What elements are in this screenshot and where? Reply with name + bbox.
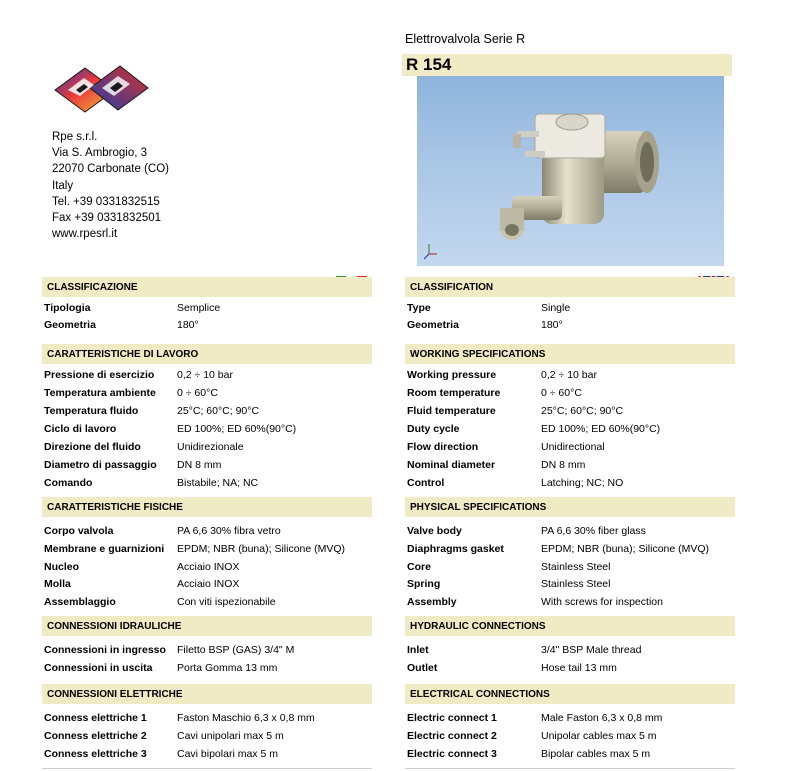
spec-label: Assembly <box>407 596 457 608</box>
spec-label: Membrane e guarnizioni <box>44 543 165 555</box>
spec-label: Temperatura fluido <box>44 405 139 417</box>
spec-label: Diaphragms gasket <box>407 543 504 555</box>
section-header: CONNESSIONI IDRAULICHE <box>42 616 372 636</box>
valve-render <box>417 76 724 266</box>
spec-value: With screws for inspection <box>541 596 663 608</box>
company-tel: Tel. +39 0331832515 <box>52 195 160 208</box>
spec-value: Male Faston 6,3 x 0,8 mm <box>541 712 663 724</box>
company-website: www.rpesrl.it <box>52 228 118 241</box>
spec-label: Direzione del fluido <box>44 441 141 453</box>
spec-value: DN 8 mm <box>177 459 222 471</box>
company-fax: Fax +39 0331832501 <box>52 212 162 225</box>
spec-value: Unidirezionale <box>177 441 244 453</box>
section-header: CONNESSIONI ELETTRICHE <box>42 684 372 704</box>
spec-label: Room temperature <box>407 387 501 399</box>
section-header: CLASSIFICAZIONE <box>42 277 372 297</box>
spec-value: EPDM; NBR (buna); Silicone (MVQ) <box>177 543 346 555</box>
spec-label: Corpo valvola <box>44 525 114 537</box>
company-address <box>52 129 169 242</box>
spec-label: Nominal diameter <box>407 459 496 471</box>
spec-value: 180° <box>541 319 563 331</box>
company-street: Via S. Ambrogio, 3 <box>52 147 148 160</box>
spec-value: PA 6,6 30% fibra vetro <box>177 525 281 537</box>
spec-value: DN 8 mm <box>541 459 586 471</box>
spec-label: Diametro di passaggio <box>44 459 157 471</box>
spec-value: Latching; NC; NO <box>541 477 624 489</box>
spec-value: 0 ÷ 60°C <box>177 387 218 399</box>
spec-label: Tipologia <box>44 302 91 314</box>
section-header: CARATTERISTICHE FISICHE <box>42 497 372 517</box>
spec-label: Geometria <box>407 319 459 331</box>
spec-value: Unidirectional <box>541 441 605 453</box>
spec-value: Acciaio INOX <box>177 578 240 590</box>
spec-value: 25°C; 60°C; 90°C <box>541 405 624 417</box>
spec-value: Single <box>541 302 571 314</box>
spec-value: PA 6,6 30% fiber glass <box>541 525 646 537</box>
spec-label: Comando <box>44 477 93 489</box>
section-header: HYDRAULIC CONNECTIONS <box>405 616 735 636</box>
spec-value: Bistabile; NA; NC <box>177 477 259 489</box>
spec-value: ED 100%; ED 60%(90°C) <box>541 423 661 435</box>
spec-label: Spring <box>407 578 441 590</box>
spec-label: Valve body <box>407 525 462 537</box>
product-series: Elettrovalvola Serie R <box>405 32 526 46</box>
spec-value: 0,2 ÷ 10 bar <box>177 369 233 381</box>
company-name: Rpe s.r.l. <box>52 131 98 143</box>
spec-label: Duty cycle <box>407 423 460 435</box>
spec-value: Stainless Steel <box>541 561 611 573</box>
spec-label: Connessioni in uscita <box>44 662 153 674</box>
product-model: R 154 <box>406 55 452 74</box>
spec-label: Electric connect 2 <box>407 730 497 742</box>
spec-value: 0 ÷ 60°C <box>541 387 582 399</box>
spec-label: Ciclo di lavoro <box>44 423 117 435</box>
spec-value: Stainless Steel <box>541 578 611 590</box>
spec-value: Cavi unipolari max 5 m <box>177 730 284 742</box>
spec-label: Control <box>407 477 445 489</box>
spec-label: Nucleo <box>44 561 80 573</box>
spec-label: Flow direction <box>407 441 479 453</box>
model-bar <box>402 54 732 76</box>
company-city: 22070 Carbonate (CO) <box>52 163 169 176</box>
spec-label: Fluid temperature <box>407 405 496 417</box>
spec-label: Pressione di esercizio <box>44 369 155 381</box>
spec-label: Outlet <box>407 662 438 674</box>
spec-value: Hose tail 13 mm <box>541 662 617 674</box>
spec-value: 3/4" BSP Male thread <box>541 644 642 656</box>
spec-label: Conness elettriche 1 <box>44 712 147 724</box>
spec-label: Temperatura ambiente <box>44 387 156 399</box>
spec-value: 0,2 ÷ 10 bar <box>541 369 597 381</box>
spec-value: Con viti ispezionabile <box>177 596 276 608</box>
spec-value: EPDM; NBR (buna); Silicone (MVQ) <box>541 543 710 555</box>
section-header: PHYSICAL SPECIFICATIONS <box>405 497 735 517</box>
section-header: WORKING SPECIFICATIONS <box>405 344 735 364</box>
spec-value: 180° <box>177 319 199 331</box>
spec-value: Acciaio INOX <box>177 561 240 573</box>
spec-label: Conness elettriche 2 <box>44 730 147 742</box>
spec-label: Geometria <box>44 319 96 331</box>
section-header: ELECTRICAL CONNECTIONS <box>405 684 735 704</box>
spec-label: Electric connect 3 <box>407 748 497 760</box>
company-country: Italy <box>52 179 74 192</box>
spec-label: Type <box>407 302 431 314</box>
spec-label: Electric connect 1 <box>407 712 497 724</box>
spec-label: Assemblaggio <box>44 596 116 608</box>
divider <box>42 768 372 769</box>
spec-label: Conness elettriche 3 <box>44 748 147 760</box>
spec-label: Connessioni in ingresso <box>44 644 166 656</box>
spec-value: Unipolar cables max 5 m <box>541 730 657 742</box>
section-header: CLASSIFICATION <box>405 277 735 297</box>
spec-label: Core <box>407 561 431 573</box>
spec-value: 25°C; 60°C; 90°C <box>177 405 260 417</box>
spec-value: Cavi bipolari max 5 m <box>177 748 278 760</box>
spec-value: Faston Maschio 6,3 x 0,8 mm <box>177 712 315 724</box>
spec-value: Bipolar cables max 5 m <box>541 748 651 760</box>
divider <box>405 768 735 769</box>
spec-value: Porta Gomma 13 mm <box>177 662 278 674</box>
company-logo <box>50 60 150 120</box>
spec-label: Molla <box>44 578 71 590</box>
section-header: CARATTERISTICHE DI LAVORO <box>42 344 372 364</box>
spec-label: Working pressure <box>407 369 497 381</box>
spec-value: Semplice <box>177 302 221 314</box>
spec-value: ED 100%; ED 60%(90°C) <box>177 423 297 435</box>
spec-value: Filetto BSP (GAS) 3/4" M <box>177 644 295 656</box>
spec-label: Inlet <box>407 644 429 656</box>
